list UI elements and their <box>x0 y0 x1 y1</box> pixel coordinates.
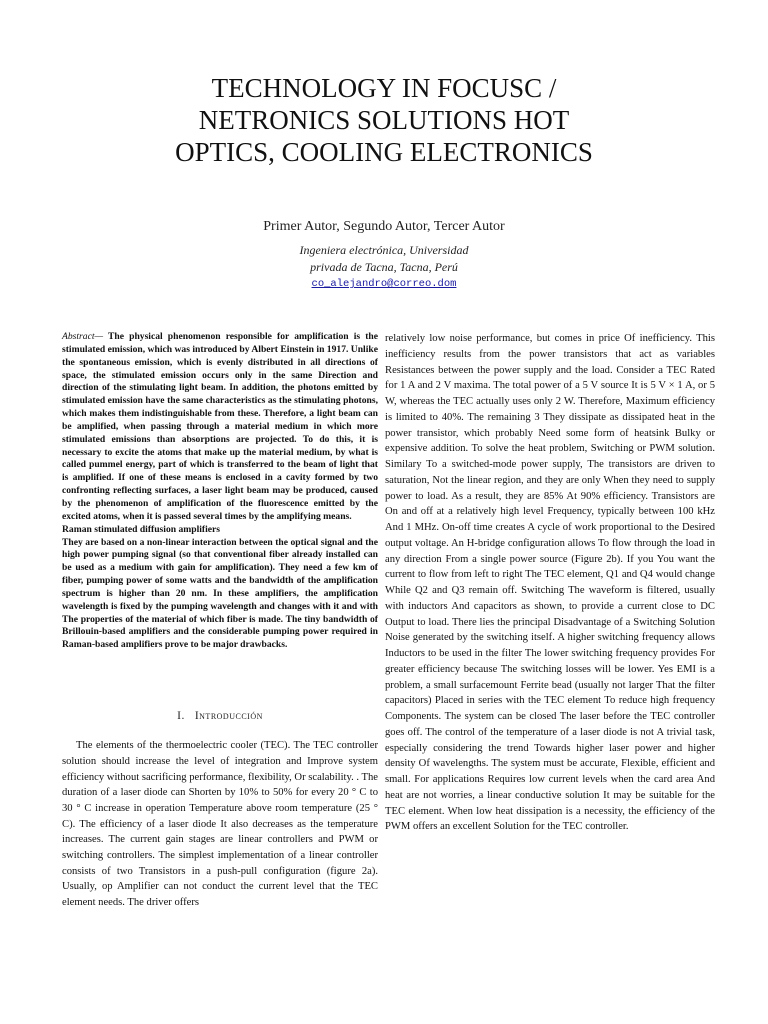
section-title: Introducción <box>194 710 263 723</box>
section-heading <box>62 710 378 722</box>
section-number: I. <box>177 710 185 723</box>
paper-title: TECHNOLOGY IN FOCUSC / NETRONICS SOLUTIONS HOT OPTICS, COOLING ELECTRONICS <box>175 73 593 167</box>
email-link[interactable]: co_alejandro@correo.dom <box>311 278 457 290</box>
raman-heading: Raman stimulated diffusion amplifiers <box>62 523 221 535</box>
left-column <box>62 331 378 911</box>
intro-paragraph: The elements of the thermoelectric cooler (TEC). The TEC controller solution should increase the level of integration and Improve system efficiency without sacrificing performance, flexibility, Or scalability. . The duration of a laser diode can Shorten by 10% to 50% for every 20 ° C to 30 ° C increase in operation Temperature above room temperature (25 ° C). The efficiency of a laser diode It also decreases as the temperature increases. The current gain stages are linear controllers and PWM or switching controllers. The simplest implementation of a linear controller consists of two Transistors in a push-pull configuration (figure 2a). Usually, op Amplifier can not conduct the current level that the TEC element needs. The driver offers <box>62 740 378 909</box>
affiliation <box>200 242 568 276</box>
author-list: Primer Autor, Segundo Autor, Tercer Autor <box>263 219 505 234</box>
right-column <box>385 331 715 835</box>
body-paragraph: relatively low noise performance, but comes in price Of inefficiency. This inefficiency results from the power transistors that act as variables Resistances between the power supply and the load. Consider a TEC Rated for 1 A and 2 V maxima. The total power of a 5 V source It is 5 V × 1 A, or 5 W, whereas the TEC actually uses only 2 W. Therefore, Maximum efficiency is limited to 40%. The remaining 3 They dissipate as dissipated heat in the power transistor, which probably Need some form of heatsink Bulky or expensive addition. To solve the heat problem, Switching or PWM solution. Similary To a switched-mode power supply, The transistors are driven to saturation, Not the linear region, and they are only When they need to supply power to load. As a result, they are 85% At 90% efficiency. Transistors are On and off at a relatively high level Frequency, typically between 100 kHz And 1 MHz. On-off time creates A cycle of work proportional to the Desired output voltage. An H-bridge configuration allows To flow through the load in any direction From a single power source (Figure 2b). If you You want the current to flow from left to right The TEC element, Q1 and Q4 would change While Q2 and Q3 remain off. Switching The waveform is filtered, usually with inductors And capacitors as shown, to provide a current close to DC Output to load. There lies the principal Disadvantage of a Switching Solution Noise generated by the switching itself. A higher switching frequency allows Inductors to be used in the filter The lower switching frequency provides For greater efficiency because The switching losses will be lower. Yes EMI is a problem, a small surfacemount Ferrite bead (usually not larger That the filter capacitors) Placed in series with the TEC element To reduce high frequency Components. The system can be closed The laser before the TEC controller goes off. The control of the temperature of a laser diode is not A trivial task, especially considering the trend Towards higher laser power and higher density Of wavelengths. The system must be accurate, Flexible, efficient and small. For applications Requires low current levels when the card area And heat are not worries, a linear conductive solution It may be suitable for the TEC element. When low heat dissipation is a necessity, the efficiency of the PWM offers an excellent Solution for the TEC controller. <box>385 333 715 833</box>
abstract <box>62 331 378 652</box>
affiliation-line-2: privada de Tacna, Tacna, Perú <box>310 260 458 274</box>
raman-text: They are based on a non-linear interaction between the optical signal and the high power pumping signal (so that conventional fiber already installed can be used as a medium with gain for amplification). They need a few km of fiber, pumping power of some watts and the bandwidth of the amplification spectrum is higher than 20 nm. In these amplifiers, the amplification wavelength is fixed by the pumping wavelength and changes with it and with The properties of the material of which fiber is made. The tiny bandwidth of Brillouin-based amplifiers and the considerable pumping power required in Raman-based amplifiers prove to be major drawbacks. <box>62 536 378 651</box>
affiliation-line-1: Ingeniera electrónica, Universidad <box>299 243 469 257</box>
abstract-text: The physical phenomenon responsible for amplification is the stimulated emission, which was introduced by Albert Einstein in 1917. Unlike the spontaneous emission, which is evenly distributed in all directions of space, the stimulated emission occurs only in the same Direction and direction of the stimulating light beam. In addition, the photons emitted by stimulated emission have the same characteristics as the stimulating photons, which makes them indistinguishable from these. Therefore, a light beam can be amplified, when passing through a material medium in which more stimulated emissions than absorptions are projected. To do this, it is necessary to excite the atoms that make up the material medium, by what is called pummel energy, part of which is transferred to the beam of light that is amplified. If one of these means is enclosed in a cavity formed by two confronting reflecting surfaces, a laser light beam may be produced, caused by the phenomenon of amplification of the fluorescence emitted by the excited atoms, when it is passed several times by the amplifying means. <box>62 331 378 522</box>
abstract-label: Abstract— <box>62 331 104 342</box>
